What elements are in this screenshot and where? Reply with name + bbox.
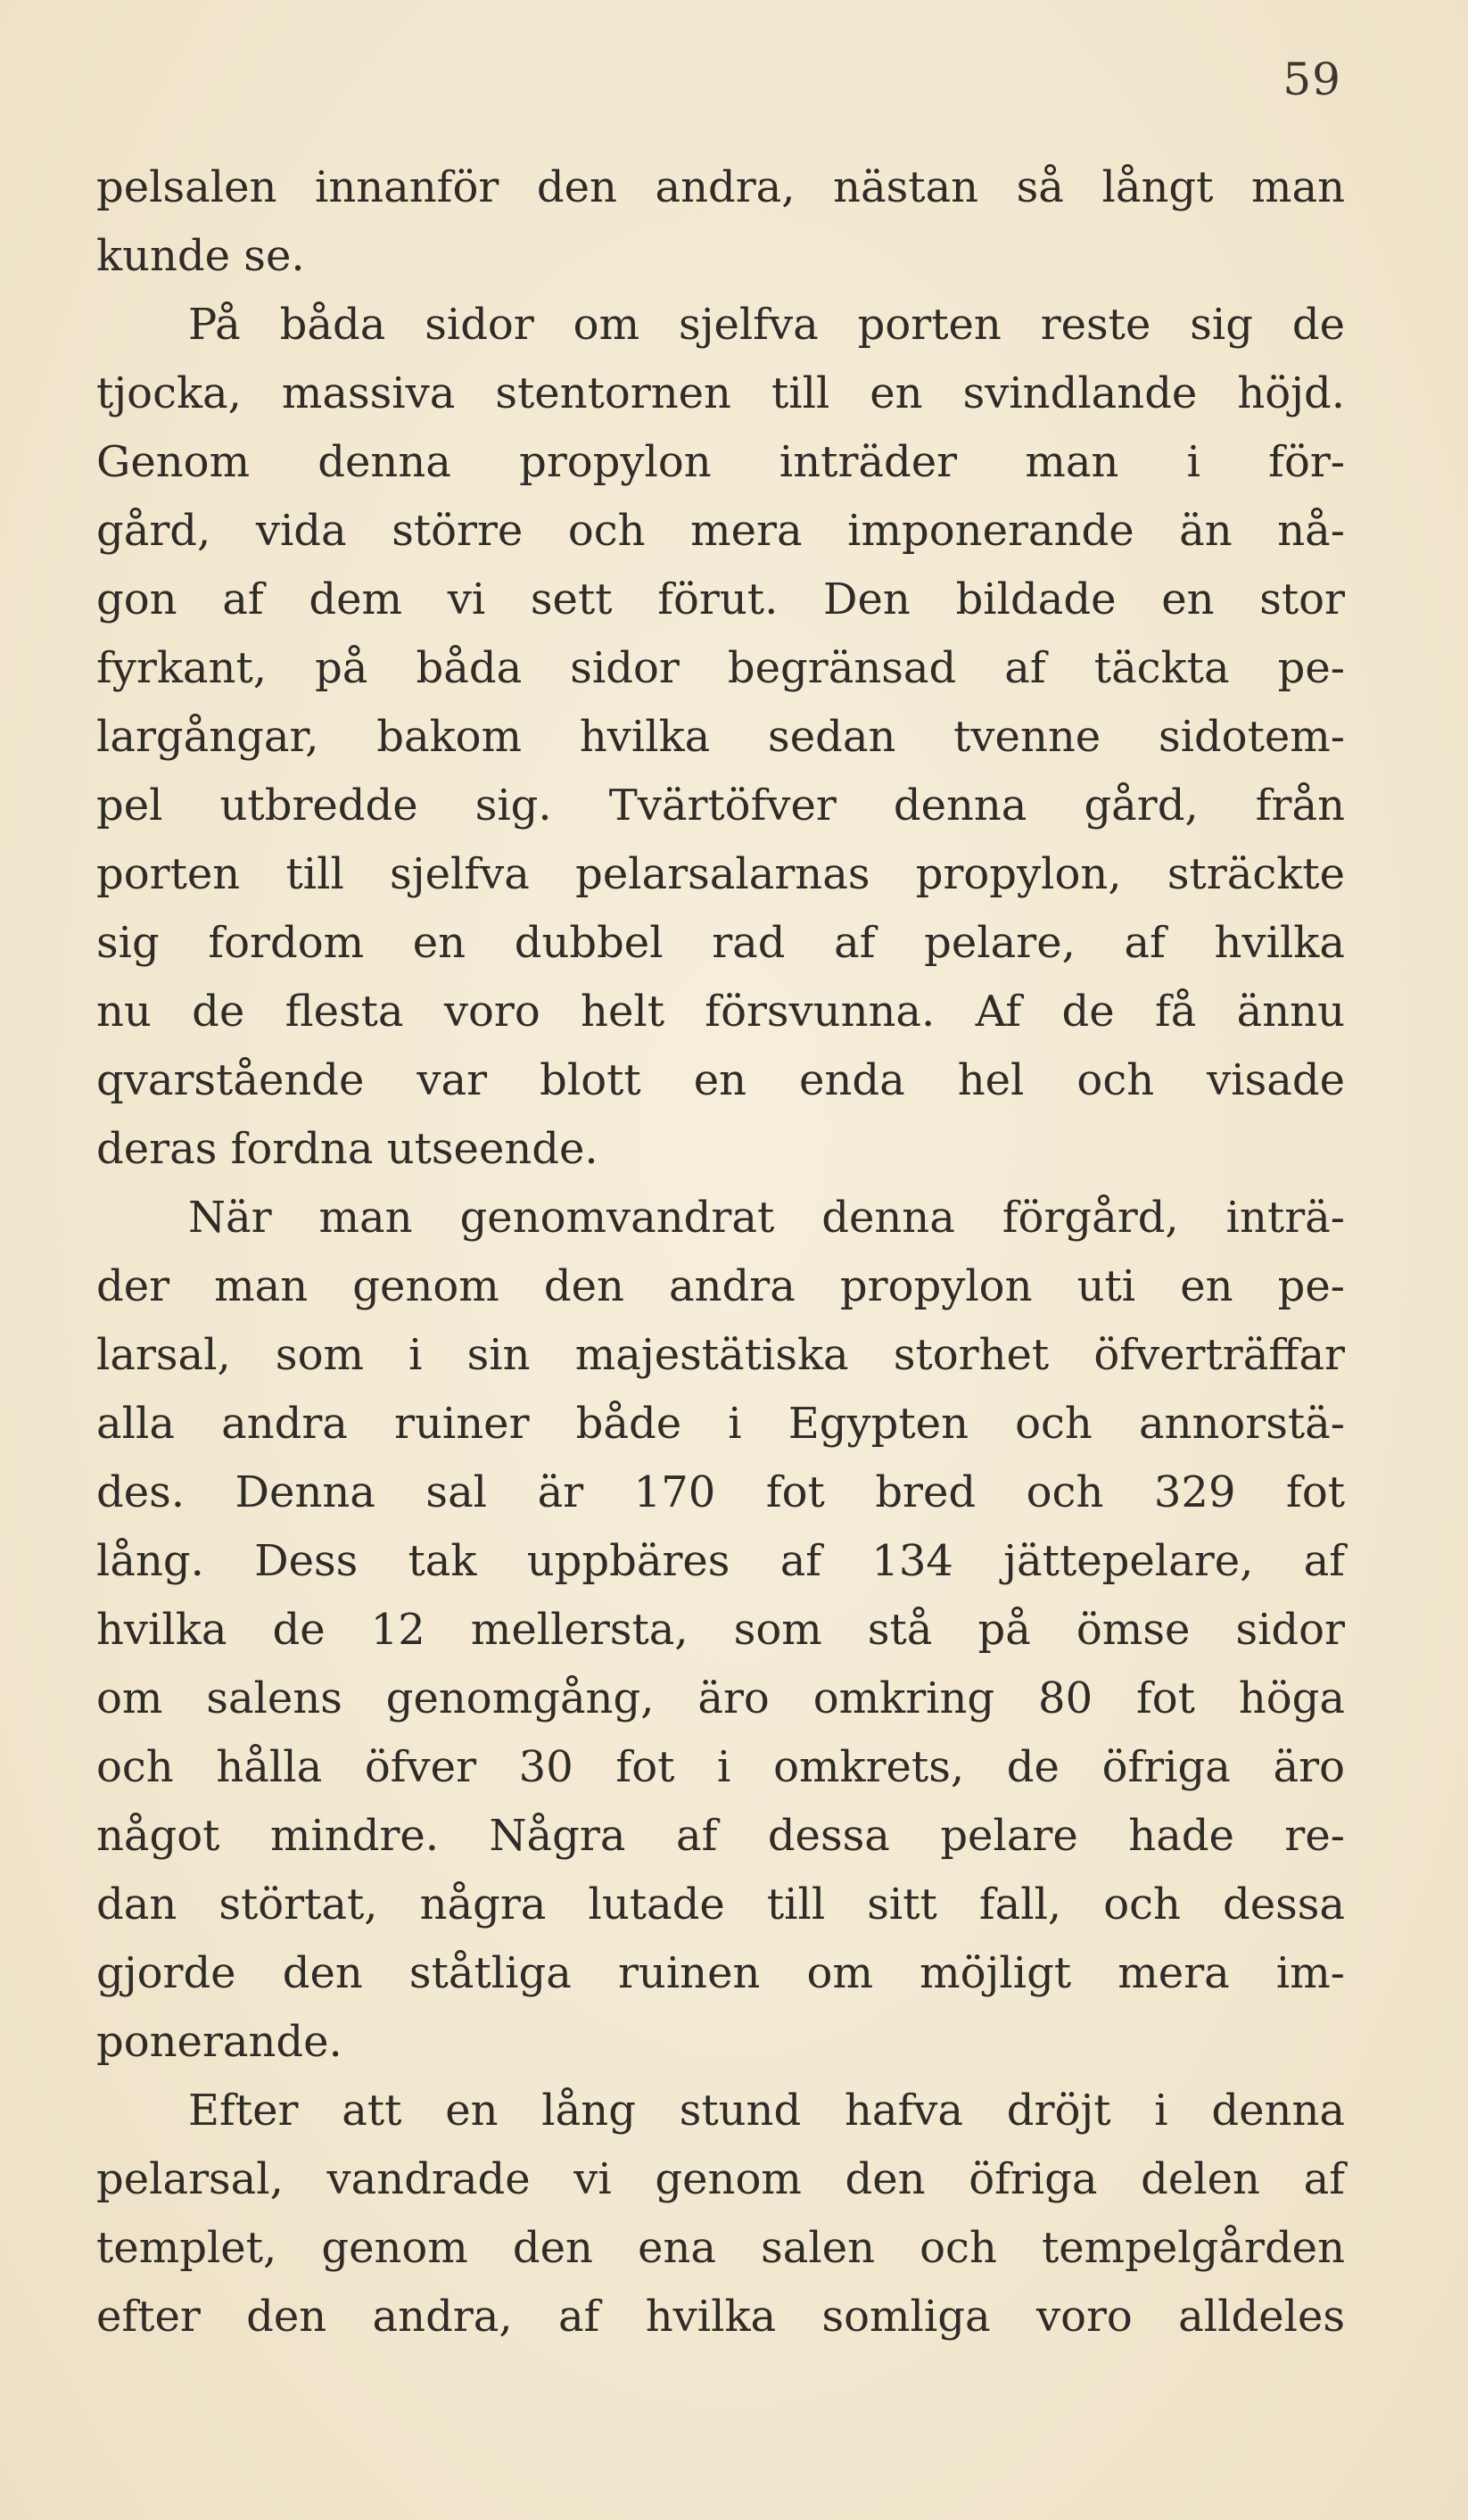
text-line: qvarstående var blott en enda hel och visade xyxy=(96,1055,1345,1105)
text-line: templet, genom den ena salen och tempelgården xyxy=(96,2223,1345,2273)
text-line: ponerande. xyxy=(96,2017,342,2067)
text-line: larsal, som i sin majestätiska storhet öfverträffar xyxy=(96,1330,1345,1380)
text-line: gjorde den ståtliga ruinen om möjligt mera im- xyxy=(96,1948,1345,1998)
body-text xyxy=(96,153,1345,2351)
text-line: kunde se. xyxy=(96,231,305,281)
page-number: 59 xyxy=(1282,54,1341,105)
text-line: pelarsal, vandrade vi genom den öfriga delen af xyxy=(96,2154,1345,2204)
text-line: nu de flesta voro helt försvunna. Af de få ännu xyxy=(96,987,1345,1037)
text-line: Genom denna propylon inträder man i för- xyxy=(96,437,1345,487)
text-line: och hålla öfver 30 fot i omkrets, de öfriga äro xyxy=(96,1742,1345,1792)
text-line: pelsalen innanför den andra, nästan så långt man xyxy=(96,162,1345,212)
text-line: dan störtat, några lutade till sitt fall, och dessa xyxy=(96,1880,1345,1929)
text-line: alla andra ruiner både i Egypten och annorstä- xyxy=(96,1399,1345,1449)
text-line: porten till sjelfva pelarsalarnas propylon, sträckte xyxy=(96,849,1345,899)
text-line: gård, vida större och mera imponerande än nå- xyxy=(96,506,1345,556)
text-line: tjocka, massiva stentornen till en svindlande höjd. xyxy=(96,368,1345,418)
text-line: der man genom den andra propylon uti en pe- xyxy=(96,1261,1345,1311)
text-line: pel utbredde sig. Tvärtöfver denna gård, från xyxy=(96,781,1345,830)
text-line: När man genomvandrat denna förgård, inträ- xyxy=(188,1193,1345,1243)
text-line: gon af dem vi sett förut. Den bildade en stor xyxy=(96,574,1345,624)
text-line: efter den andra, af hvilka somliga voro alldeles xyxy=(96,2292,1345,2342)
text-line: sig fordom en dubbel rad af pelare, af hvilka xyxy=(96,918,1345,968)
text-line: något mindre. Några af dessa pelare hade re- xyxy=(96,1811,1345,1861)
text-line: largångar, bakom hvilka sedan tvenne sidotem- xyxy=(96,712,1345,762)
text-line: lång. Dess tak uppbäres af 134 jättepelare, af xyxy=(96,1536,1345,1586)
text-line: deras fordna utseende. xyxy=(96,1124,598,1174)
text-line: om salens genomgång, äro omkring 80 fot höga xyxy=(96,1673,1345,1723)
text-line: des. Denna sal är 170 fot bred och 329 fot xyxy=(96,1467,1345,1517)
text-line: fyrkant, på båda sidor begränsad af täckta pe- xyxy=(96,643,1345,693)
text-line: På båda sidor om sjelfva porten reste sig de xyxy=(188,300,1345,350)
text-line: hvilka de 12 mellersta, som stå på ömse sidor xyxy=(96,1605,1345,1655)
text-line: Efter att en lång stund hafva dröjt i denna xyxy=(188,2086,1345,2136)
